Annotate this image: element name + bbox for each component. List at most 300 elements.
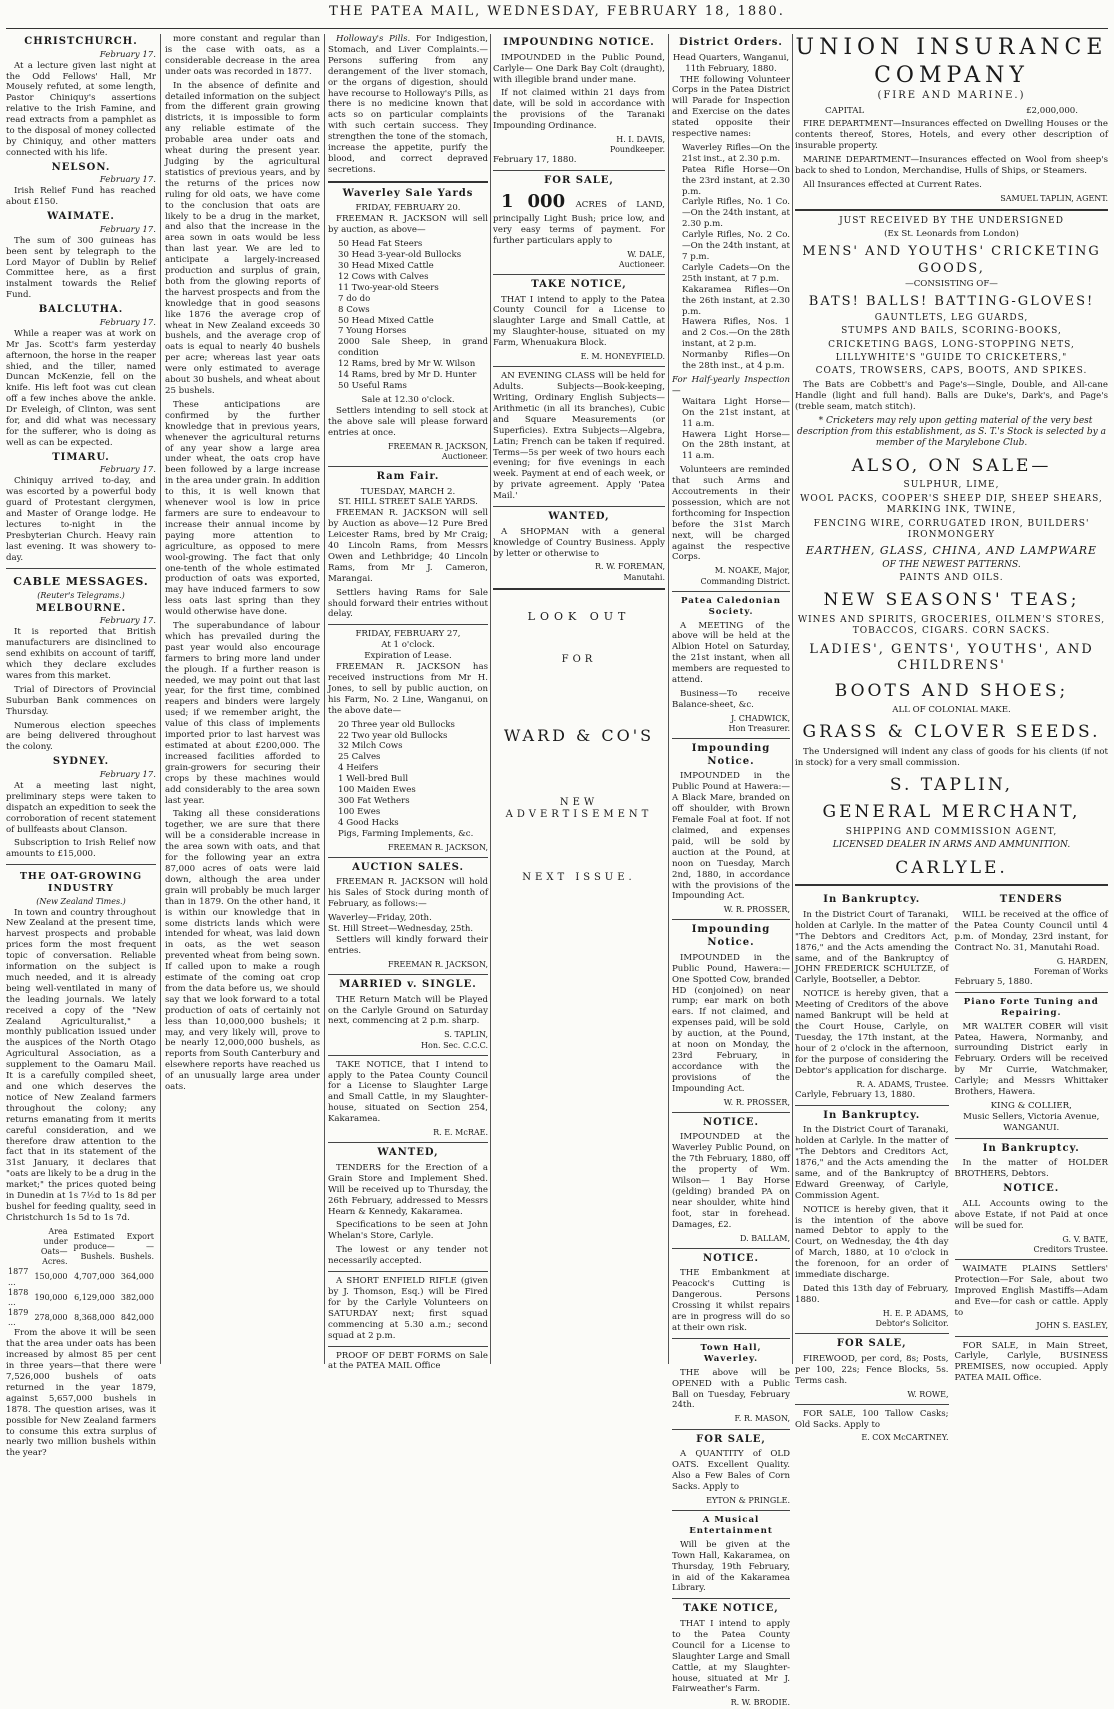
advert-line: CRICKETING BAGS, LONG-STOPPING NETS, <box>828 339 1075 350</box>
advert-subheading: For Half-yearly Inspection— <box>672 374 790 396</box>
advert-heading: NOTICE. <box>702 1116 760 1128</box>
dateline: February 17. <box>99 317 156 328</box>
divider <box>328 466 488 467</box>
advert-text: FIREWOOD, per cord, 8s; Posts, per 100, 22s; Fence Blocks, 5s. Terms cash. <box>795 1353 949 1386</box>
advert-heading: JUST RECEIVED BY THE UNDERSIGNED <box>839 216 1064 227</box>
signature-title: Hon. Sec. C.C.C. <box>421 1040 488 1050</box>
statistics-table <box>6 1227 156 1329</box>
advert-heading: Ram Fair. <box>376 470 440 482</box>
table-header: Estimated produce—Bushels. <box>73 1231 115 1262</box>
advert-text: A SHORT ENFIELD RIFLE (given by J. Thomson, Esq.) will be Fired for by the Carlyle Volunteers on SATURDAY next; first squad commencing at 5.30 a.m.; second squad at 2 p.m. <box>328 1276 488 1341</box>
signature-title: Auctioneer. <box>618 259 665 269</box>
masthead-rule <box>6 28 1108 29</box>
list-item: 7 Young Horses <box>338 326 407 337</box>
signature-title: Music Sellers, Victoria Avenue, <box>963 1111 1100 1122</box>
advert-text: IMPOUNDED in the Public Pound, Carlyle— One Dark Bay Colt (draught), with illegible brand under mane. <box>493 52 665 85</box>
signature-title: Creditors Trustee. <box>1033 1244 1108 1254</box>
divider <box>795 884 1108 886</box>
advert-heading: FOR SALE, <box>544 175 614 187</box>
column-orders <box>672 34 790 1708</box>
advert-text: The Bats are Cobbett's and Page's—Single, Double, and All-cane Handle (light and full hand). Balls are Duke's, Dark's, and Page's (treble seam, match stitch). <box>795 379 1108 412</box>
divider <box>328 974 488 975</box>
list-item: 32 Milch Cows <box>338 741 403 752</box>
advert-text: All Insurances effected at Current Rates. <box>803 180 982 190</box>
advert-text: THAT I intend to apply to the Patea County Council for a License to Slaughter Large and Small Cattle, at my Slaughter-house, situated at Mr J. Fairweather's Farm. <box>672 1619 790 1695</box>
advert-heading: NOTICE. <box>702 1252 760 1264</box>
advert-text: FOR <box>561 653 597 665</box>
news-paragraph: The sum of 300 guineas has been sent by telegraph to the Lord Mayor of Dublin by Relief Committee here, as a first instalment towards the Relief Fund. <box>6 235 156 301</box>
stock-list <box>338 239 488 392</box>
signature: W. R. PROSSER, <box>723 905 790 915</box>
news-paragraph: Trial of Directors of Provincial Suburban Bank commences on Thursday. <box>6 684 156 717</box>
advert-heading: A Musical Entertainment <box>689 1514 773 1536</box>
dateline: February 17. <box>99 49 156 60</box>
advert-text: FOR SALE, in Main Street, Carlyle, Carlyle, BUSINESS PREMISES, now occupied. Apply PATEA MAIL Office. <box>954 1340 1108 1384</box>
list-item: 50 Head Mixed Cattle <box>338 315 434 326</box>
advert-line: WINES AND SPIRITS, GROCERIES, OILMEN'S STORES, TOBACCOS, CIGARS. CORN SACKS. <box>797 614 1106 637</box>
news-paragraph: At a meeting last night, preliminary steps were taken to dispatch an expedition to seek the corroboration of recent statement of bullfeasts about Clanson. <box>6 780 156 835</box>
place-heading: BALCLUTHA. <box>38 304 124 316</box>
divider <box>328 624 488 625</box>
section-heading: CABLE MESSAGES. <box>13 574 149 588</box>
advert-text: Dated this 13th day of February, 1880. <box>795 1283 949 1305</box>
advert-text: IMPOUNDED in the Public Pound at Hawera:— A Black Mare, branded on off shoulder, with Brown Female Foal at foot. If not claimed, and expenses paid, will be sold by auction at the Pound, at noon on Tuesday, March 2nd, 1880, in accordance with the provisions of the Impounding Act. <box>672 771 790 902</box>
divider <box>493 506 665 507</box>
divider <box>672 1248 790 1249</box>
advert-text: In the District Court of Taranaki, holden at Carlyle. In the matter of "The Debtors and Creditors Act, 1876," and the Acts amending the same, and of the Bankruptcy of JOHN FREDERICK SCHULTZE, of Carlyle, Bootseller, a Debtor. <box>795 909 949 986</box>
list-item: Kakaramea Rifles—On the 26th instant, at 2.30 p.m. <box>682 284 790 317</box>
divider <box>672 1598 790 1599</box>
signature-title: Debtor's Solicitor. <box>875 1318 949 1328</box>
divider <box>795 1404 949 1405</box>
column-divider <box>668 34 669 1364</box>
section-heading: THE OAT-GROWING INDUSTRY <box>19 871 143 895</box>
list-item: Waverley Rifles—On the 21st inst., at 2.30 p.m. <box>682 142 790 164</box>
column-news <box>6 34 156 1459</box>
place-heading: SYDNEY. <box>52 756 110 768</box>
divider <box>6 864 156 865</box>
table-cell: 8,368,000 <box>74 1313 115 1323</box>
dateline: February 17. <box>99 224 156 235</box>
list-item: 12 Rams, bred by Mr W. Wilson <box>338 359 476 370</box>
advert-text: THE Return Match will be Played on the Carlyle Ground on Saturday next, commencing at 2 p.m. sharp. <box>328 994 488 1027</box>
list-item: 50 Head Fat Steers <box>338 239 423 250</box>
list-item: Waitara Light Horse—On the 21st instant, at 11 a.m. <box>682 396 790 429</box>
advert-heading: TENDERS <box>999 894 1063 906</box>
signature: M. NOAKE, Major, <box>714 566 790 576</box>
signature: FREEMAN R. JACKSON, <box>387 959 488 969</box>
table-header: Export—Bushels. <box>119 1231 154 1262</box>
advert-heading: Impounding Notice. <box>691 924 771 949</box>
signature: F. R. MASON, <box>734 1414 790 1424</box>
divider <box>328 1055 488 1056</box>
signature-title: Foreman of Works <box>1033 966 1108 976</box>
dateline: February 17. <box>99 616 156 627</box>
column-notices <box>493 34 665 1364</box>
signature: D. BALLAM, <box>739 1233 790 1243</box>
divider <box>795 1105 949 1106</box>
advert-heading: LADIES', GENTS', YOUTHS', AND CHILDRENS' <box>809 641 1094 674</box>
advert-text: TENDERS for the Erection of a Grain Store and Implement Shed. Will be received up to Thursday, the 26th February, addressed to Messrs Hearn & Kennedy, Kakaramea. <box>328 1162 488 1217</box>
advert-heading: S. TAPLIN, <box>889 774 1014 795</box>
advert-heading: NOTICE. <box>1003 1183 1060 1195</box>
advert-text: WAIMATE PLAINS Settlers' Protection—For Sale, about two Improved English Mastiffs—Adam and Eve—for cash or cattle. Apply to <box>954 1263 1108 1318</box>
advert-heading: Impounding Notice. <box>691 743 771 767</box>
advert-heading: Waverley Sale Yards <box>342 187 474 199</box>
list-item: 4 Good Hacks <box>338 817 399 828</box>
advert-text: PROOF OF DEBT FORMS on Sale at the PATEA MAIL Office <box>328 1350 488 1372</box>
list-item: 12 Cows with Calves <box>338 271 429 282</box>
lookout-heading: LOOK OUT <box>527 609 631 623</box>
advert-heading: AUCTION SALES. <box>352 861 464 873</box>
news-paragraph: Subscription to Irish Relief now amounts to £15,000. <box>6 838 156 860</box>
divider <box>955 1138 1109 1139</box>
advert-text: St. Hill Street—Wednesday, 25th. <box>328 924 474 935</box>
divider <box>672 919 790 920</box>
news-paragraph: Taking all these considerations together, we are sure that there will be a considerable increase in the area sown with oats, and that for the following year an extra 87,000 acres of oats were laid down, although the area under grain will probably be much larger than in 1879. On the other hand, it is within our knowledge that in some districts lands which were intended for wheat, was laid down in oats, as the wet season prevented wheat from being sown. If called upon to make a rough estimate of the coming oat crop from the data before us, we should say that we look forward to a total production of oats of certainly not less than 10,000,000 bushels; it may, and very likely will, prove to be nearly 12,000,000 bushels, as reports from South Canterbury and elsewhere reports have reached us of an unusually large area under oats. <box>165 809 321 1093</box>
masthead: THE PATEA MAIL, WEDNESDAY, FEBRUARY 18, 1880. <box>329 4 785 19</box>
place-heading: TIMARU. <box>52 451 110 463</box>
classified-right <box>955 891 1109 1443</box>
advert-body: For Indigestion, Stomach, and Liver Complaints.—Persons suffering from any derangement of the liver stomach, or the organs of digestion, should have recourse to Holloway's Pills, as there is no medicine known that acts so on particular complaints with such certain success. They strengthen the tone of the stomach, increase the appetite, purify the blood, and correct depraved secretions. <box>328 34 488 175</box>
place-heading: MELBOURNE. <box>35 602 127 614</box>
list-item: 50 Useful Rams <box>338 380 407 391</box>
advert-text: Business—To receive Balance-sheet, &c. <box>672 688 790 710</box>
divider <box>955 992 1109 993</box>
advert-text: Volunteers are reminded that such Arms and Accoutrements in their possession, which are not forthcoming for Inspection before the 31st March next, will be charged against the respective Corps. <box>672 465 790 563</box>
advert-text: * Cricketers may rely upon getting material of the very best description from this establishment, as S. T.'s Stock is selected by a member of the Marylebone Club. <box>797 415 1106 449</box>
advert-line: ALL OF COLONIAL MAKE. <box>892 705 1011 716</box>
news-paragraph: These anticipations are confirmed by the further knowledge that in previous years, whenever the agricultural returns of any year show a large area under wheat, the oats crop have been followed by a large increase in the area under grain. In addition to this, it is well known that whenever wool is low in price farmers are sure to endeavour to increase their annual income by paying more attention to agriculture, as opposed to mere wool-growing. The fact that only one-tenth of the whole estimated production of oats was exported, may have induced farmers to sow less oats last spring than they would otherwise have done. <box>165 399 320 618</box>
signature: R. E. McRAE. <box>433 1128 488 1138</box>
news-paragraph: Numerous election speeches are being delivered throughout the colony. <box>6 720 156 753</box>
table-row <box>6 1288 156 1308</box>
advert-heading: IMPOUNDING NOTICE. <box>503 37 655 48</box>
news-paragraph: In town and country throughout New Zealand at the present time, harvest prospects and probable prices form the most frequent topic of conversation. Reliable information on the subject is much needed, and it is already being well-ventilated in many of the leading journals. We lately received a copy of the "New Zealand Agriculturalist," a monthly publication issued under the auspices of the North Otago Agricultural Association, as a supplement to the Oamaru Mail. It is a carefully compiled sheet, and one which deserves the notice of New Zealand farmers throughout the colony; any returns emanating from it merits careful consideration, and we therefore draw attention to the fact that in its statement of the 31st January, it declares that "oats are likely to be a drug in the market;" the prices quoted being in Dunedin at 1s 7½d to 1s 8d per bushel for feeding quality, seed in Christchurch 1s 5d to 1s 7d. <box>6 907 156 1223</box>
advert-body: ACRES of LAND, principally Light Bush; price low, and very easy terms of payment. For further particulars apply to <box>493 199 665 246</box>
column-divider <box>160 34 161 1364</box>
table-cell: 278,000 <box>34 1313 68 1323</box>
advert-heading: TAKE NOTICE, <box>531 278 627 290</box>
advert-date: At 1 o'clock. <box>381 640 435 651</box>
table-cell: 1879 ... <box>8 1308 29 1328</box>
advert-subheading: (Ex St. Leonards from London) <box>884 229 1019 240</box>
advert-date: TUESDAY, MARCH 2. <box>360 486 456 497</box>
advert-heading: Piano Forte Tuning and Repairing. <box>963 996 1099 1018</box>
advert-subheading: Expiration of Lease. <box>364 651 452 662</box>
capital-label: CAPITAL <box>825 105 865 116</box>
advert-heading: Patea Caledonian Society. <box>680 595 781 617</box>
divider <box>493 274 665 275</box>
advert-text: The lowest or any tender not necessarily accepted. <box>328 1245 488 1267</box>
signature: JOHN S. EASLEY, <box>1036 1321 1108 1331</box>
advert-text <box>493 191 665 247</box>
advert-text: The Undersigned will indent any class of goods for his clients (if not in stock) for a very small commission. <box>795 746 1108 768</box>
column-divider <box>324 34 325 1364</box>
place-heading: CHRISTCHURCH. <box>24 36 138 47</box>
signature: R. W. BRODIE. <box>730 1698 790 1708</box>
stock-list <box>338 720 488 840</box>
advert-line: GAUNTLETS, LEG GUARDS, <box>874 312 1029 323</box>
list-item: Pigs, Farming Implements, &c. <box>338 828 474 839</box>
place-heading: NELSON. <box>51 161 111 173</box>
news-paragraph: It is reported that British manufacturers are disinclined to send exhibits on account of tariff, which they declare excludes wares from this market. <box>6 627 156 681</box>
advert-text: FREEMAN R. JACKSON has received instructions from Mr H. Jones, to sell by public auction, on his Farm, No. 2 Line, Wanganui, on the above date— <box>328 662 488 716</box>
table-row <box>6 1308 156 1328</box>
ward-heading: WARD & CO'S <box>503 726 655 746</box>
table-cell: 1877 ... <box>8 1267 29 1287</box>
advert-text: A QUANTITY of OLD OATS. Excellent Quality. Also a Few Bales of Corn Sacks. Apply to <box>672 1449 790 1492</box>
divider <box>6 568 156 569</box>
signature: FREEMAN R. JACKSON, <box>387 842 488 852</box>
list-item: Patea Rifle Horse—On the 23rd instant, at 2.30 p.m. <box>682 164 790 197</box>
advert-text: THE following Volunteer Corps in the Patea District will Parade for Inspection and Exercise on the dates stated opposite their respective names: <box>672 74 790 140</box>
signature: G. HARDEN, <box>1056 956 1108 966</box>
divider <box>672 591 790 592</box>
union-heading: UNION INSURANCE COMPANY <box>795 35 1108 88</box>
signature-title: WANGANUI. <box>1003 1122 1060 1133</box>
advert-line: PAINTS AND OILS. <box>899 572 1004 583</box>
advert-heading: ALSO, ON SALE— <box>851 455 1052 476</box>
advert-text: ALL Accounts owing to the above Estate, if not Paid at once will be sued for. <box>954 1198 1108 1231</box>
divider <box>955 1336 1109 1337</box>
advert-heading: GRASS & CLOVER SEEDS. <box>802 722 1101 743</box>
divider <box>493 170 665 171</box>
table-row <box>6 1267 156 1287</box>
advert-line: LICENSED DEALER IN ARMS AND AMMUNITION. <box>832 840 1071 851</box>
advert-text: FREEMAN R. JACKSON will hold his Sales of Stock during month of February, as follows:— <box>328 877 488 910</box>
signature-title: Hon Treasurer. <box>728 723 790 733</box>
list-item: 30 Head Mixed Cattle <box>338 261 434 271</box>
signature: R. A. ADAMS, Trustee. <box>856 1079 949 1089</box>
table-cell: 842,000 <box>120 1313 154 1323</box>
advert-text: In the District Court of Taranaki, holden at Carlyle. In the matter of "The Debtors and Creditors Act, 1876," and the Acts amending the same, and of the Bankruptcy of Edward Greenway, of Carlyle, Commission Agent. <box>795 1125 949 1201</box>
signature: W. R. PROSSER, <box>723 1097 790 1107</box>
signature: G. V. BATE, <box>1062 1234 1108 1244</box>
news-paragraph: At a lecture given last night at the Odd Fellows' Hall, Mr Mousely refuted, at some length, Pastor Chiniquy's assertions relative to the Irish Famine, and read extracts from a pamphlet as to the disposal of money collected by Chiniquy, and other matters connected with his life. <box>6 60 156 158</box>
table-cell: 1878 ... <box>8 1287 29 1307</box>
news-paragraph: The superabundance of labour which has prevailed during the past year would also encourage farmers to bring more land under the plough. If a further reason is needed, we may point out that last year, for the first time, combined reapers and binders were largely used; if we remember aright, the value of this class of implements imported prior to last harvest was estimated at about £200,000. The increased facilities afforded to grain-growers for securing their crops by these machines would add considerably to the area sown last year. <box>165 621 320 806</box>
advert-date: February 5, 1880. <box>954 976 1033 987</box>
acres-number: 1 000 <box>501 190 566 212</box>
signature: FREEMAN R. JACKSON, <box>387 441 488 451</box>
signature: H. I. DAVIS, <box>616 135 665 145</box>
list-item: 100 Ewes <box>338 806 381 817</box>
table-cell: 6,129,000 <box>74 1292 115 1302</box>
advert-title: Holloway's Pills. <box>336 34 411 44</box>
divider <box>672 738 790 739</box>
parade-list <box>682 397 790 462</box>
list-item: 20 Three year old Bullocks <box>338 719 455 730</box>
list-item: 300 Fat Wethers <box>338 795 410 806</box>
advert-text: Settlers having Rams for Sale should forward their entries without delay. <box>328 587 488 620</box>
advert-line: STUMPS AND BAILS, SCORING-BOOKS, <box>841 326 1062 337</box>
divider <box>672 1338 790 1339</box>
advert-heading: MENS' AND YOUTHS' CRICKETING GOODS, <box>802 244 1101 276</box>
signature: W. DALE, <box>627 249 665 259</box>
divider <box>328 1142 488 1143</box>
advert-heading: Town Hall, Waverley. <box>700 1342 762 1364</box>
advert-text: NOTICE is hereby given, that it is the intention of the above named Debtor to apply to the Court, on Wednesday, the 4th day of March, 1880, at 10 o'clock in the forenoon, for an order of immediate discharge. <box>795 1204 949 1281</box>
table-cell: 364,000 <box>120 1272 154 1282</box>
advert-heading: MARRIED v. SINGLE. <box>339 978 477 990</box>
classified-columns <box>795 891 1108 1443</box>
signature: E. M. HONEYFIELD. <box>580 352 665 362</box>
advert-date: Head Quarters, Wanganui, 11th February, 1880. <box>672 52 790 74</box>
advert-line: OF THE NEWEST PATTERNS. <box>882 559 1021 570</box>
advert-text: FREEMAN R. JACKSON will sell by Auction as above—12 Pure Bred Leicester Rams, bred by Mr Craig; 40 Lincoln Rams, from Messrs Owen and Lethbridge; 40 Lincoln Rams, from Mr J. Cameron, Marangai. <box>328 508 488 584</box>
list-item: 22 Two year old Bullocks <box>338 730 448 741</box>
advert-text: Settlers intending to sell stock at the above sale will please forward entries at once. <box>328 405 488 438</box>
column-divider <box>490 34 491 1364</box>
table-cell: 150,000 <box>34 1272 68 1282</box>
signature: E. COX McCARTNEY. <box>861 1433 949 1443</box>
signature: SAMUEL TAPLIN, AGENT. <box>1000 193 1108 203</box>
signature-title: Auctioneer. <box>441 451 488 461</box>
advert-heading: TAKE NOTICE, <box>683 1603 779 1615</box>
list-item: 25 Calves <box>338 752 381 763</box>
advert-line: FENCING WIRE, CORRUGATED IRON, BUILDERS' IRONMONGERY <box>813 518 1090 541</box>
list-item: Hawera Light Horse—On the 28th instant, at 11 a.m. <box>682 429 790 462</box>
advert-line: WOOL PACKS, COOPER'S SHEEP DIP, SHEEP SHEARS, MARKING INK, TWINE, <box>800 493 1103 516</box>
advert-subheading: —CONSISTING OF— <box>905 279 998 290</box>
advert-heading: In Bankruptcy. <box>982 1142 1080 1154</box>
signature-title: Poundkeeper. <box>610 145 665 155</box>
advert-text: IMPOUNDED at the Waverley Public Pound, on the 7th February, 1880, off the property of Wm. Wilson— 1 Bay Horse (gelding) branded PA on near shoulder, white hind foot, star in forehead. Damages, £2. <box>672 1132 790 1230</box>
table-cell: 4,707,000 <box>74 1272 115 1282</box>
divider <box>672 1510 790 1511</box>
capital-line <box>825 106 1078 117</box>
advert-heading: BATS! BALLS! BATTING-GLOVES! <box>808 294 1095 310</box>
advert-heading: CARLYLE. <box>895 857 1008 878</box>
advert-heading: BOOTS AND SHOES; <box>834 680 1069 701</box>
divider <box>955 1259 1109 1260</box>
advert-text: NEW ADVERTISEMENT <box>505 796 653 821</box>
dateline: February 17. <box>99 769 156 780</box>
signature: KING & COLLIER, <box>990 1100 1072 1111</box>
signature: J. CHADWICK, <box>731 713 790 723</box>
divider <box>672 1429 790 1430</box>
list-item: Carlyle Cadets—On the 25th instant, at 7 p.m. <box>682 262 790 284</box>
list-item: 30 Head 3-year-old Bullocks <box>338 250 462 261</box>
list-item: 8 Cows <box>338 304 370 315</box>
place-heading: WAIMATE. <box>47 211 115 223</box>
divider <box>328 1346 488 1347</box>
advert-line: LILLYWHITE'S "GUIDE TO CRICKETERS," <box>835 353 1068 364</box>
advert-heading: FOR SALE, <box>836 1338 907 1350</box>
list-item: Carlyle Rifles, No. 2 Co.—On the 24th instant, at 7 p.m. <box>682 230 790 262</box>
advert-text: AN EVENING CLASS will be held for Adults. Subjects—Book-keeping, Writing, Ordinary English Subjects—Arithmetic (in all its branches), Cubic and Square Measurements (or Superficies). Extra Subjects—Algebra, Latin; French can be taken if required. Terms—5s per week of two hours each evening; for five evenings in each week. Payment at end of each week, or by private agreement. Apply 'Patea Mail.' <box>493 371 665 502</box>
table-cell: 190,000 <box>34 1292 68 1302</box>
advert-line: SHIPPING AND COMMISSION AGENT, <box>845 826 1058 837</box>
divider <box>328 1271 488 1272</box>
advert-date: February 17, 1880. <box>493 155 577 166</box>
signature: S. TAPLIN, <box>444 1030 488 1040</box>
advert-heading: District Orders. <box>679 37 783 48</box>
news-paragraph: In the absence of definite and detailed information on the subject from the different grain growing districts, it is impossible to form any reliable estimate of the probable area under oats and wheat during the present year. Judging by the agricultural statistics of previous years, and by the returns of the prices now ruling for old oats, we have come to the conclusion that oats are likely to be a drug in the market, and also that the increase in the area sown in oats would be less than last year. We are led to anticipate a largely-increased production and surplus of grain, both from the glowing reports of the harvest prospects and from the knowledge that in good seasons like 1876 the average crop of wheat in New Zealand exceeds 30 bushels, and the average crop of oats is equal to nearly 40 bushels per acre; whereas last year oats were only estimated to average about 30 bushels, and wheat about 25 bushels. <box>165 80 320 396</box>
signature: W. ROWE, <box>907 1389 949 1399</box>
list-item: 100 Maiden Ewes <box>338 785 416 796</box>
advert-text: THE above will be OPENED with a Public Ball on Tuesday, February 24th. <box>672 1367 790 1411</box>
advert-heading: In Bankruptcy. <box>823 1109 921 1121</box>
signature: EYTON & PRINGLE. <box>706 1495 790 1505</box>
advert-text: A SHOPMAN with a general knowledge of Country Business. Apply by letter or otherwise to <box>493 526 665 559</box>
advert-line: COATS, TROWSERS, CAPS, BOOTS, AND SPIKES. <box>815 366 1088 377</box>
advert-line: SULPHUR, LIME, <box>903 480 1000 491</box>
column-divider <box>792 34 793 1364</box>
news-paragraph: Irish Relief Fund has reached about £150. <box>6 186 156 208</box>
advert-text: WILL be received at the office of the Patea County Council until 4 p.m. of Monday, 23rd instant, for Contract No. 31, Manutahi Road. <box>954 909 1108 953</box>
list-item: Carlyle Rifles, No. 1 Co.—On the 24th instant, at 2.30 p.m. <box>682 197 790 230</box>
classified-left <box>795 891 949 1443</box>
dateline: February 17. <box>99 465 156 476</box>
column-editorial <box>165 34 320 1364</box>
list-item: 7 do do <box>338 293 371 304</box>
column-merchant <box>795 34 1108 1443</box>
news-paragraph: Chiniquy arrived to-day, and was escorted by a powerful body guard of Protestant clergymen, and Master of Orange lodge. He lectures to-night in the Presbyterian Church. Heavy rain last evening. It was showery to-day. <box>6 476 156 563</box>
advert-text: In the matter of HOLDER BROTHERS, Debtors. <box>954 1158 1108 1180</box>
advert-heading: FOR SALE, <box>696 1433 766 1445</box>
advert-heading: WANTED, <box>377 1147 439 1159</box>
list-item: Hawera Rifles, Nos. 1 and 2 Cos.—On the 28th instant, at 2 p.m. <box>682 317 790 350</box>
news-paragraph: From the above it will be seen that the area under oats has been increased by almost 85 per cent in three years—that there were 7,526,000 bushels of oats returned in the year 1879, against 5,657,000 bushels in 1878. The question arises, was it possible for New Zealand farmers to consume this extra surplus of nearly two million bushels within the year? <box>6 1328 156 1459</box>
advert-text: THE Embankment at Peacock's Cutting is Dangerous. Persons Crossing it whilst repairs are in progress will do so at their own risk. <box>672 1268 790 1333</box>
news-paragraph: While a reaper was at work on Mr Jas. Scott's farm yesterday afternoon, the horse in the reaper shied, and the tiller, named Duncan McKenzie, fell on the knife. His left foot was cut clean off a few inches above the ankle. Dr Eveleigh, of Clinton, was sent for, and did what was necessary for the sufferer, who is doing as well as can be expected. <box>6 328 156 448</box>
list-item: 14 Rams, bred by Mr D. Hunter <box>338 370 477 381</box>
divider <box>328 181 488 183</box>
advert-subheading: ST. HILL STREET SALE YARDS. <box>338 497 478 508</box>
advert-text: NOTICE is hereby given, that a Meeting of Creditors of the above named Bankrupt will be held at the Court House, Carlyle, on Tuesday, the 17th instant, at the hour of 2 o'clock in the afternoon, for the purpose of considering the Debtor's application for discharge. <box>795 989 949 1076</box>
list-item: 1 Well-bred Bull <box>338 774 409 785</box>
advert-heading: FRIDAY, FEBRUARY 27, <box>355 629 461 640</box>
section-subheading: (New Zealand Times.) <box>36 897 126 907</box>
advert-text: NEXT ISSUE. <box>522 872 636 884</box>
divider <box>795 1333 949 1334</box>
news-paragraph: more constant and regular than is the case with oats, as a considerable decrease in the area under oats was recorded in 1877. <box>165 34 320 77</box>
union-subheading: (FIRE AND MARINE.) <box>877 89 1026 101</box>
advert-text: FIRE DEPARTMENT—Insurances effected on Dwelling Houses or the contents thereof, Stores, Hotels, and every other description of insurable property. <box>795 119 1108 152</box>
advert-heading: WANTED, <box>548 511 610 523</box>
advert-text <box>328 34 488 176</box>
table-header-row <box>6 1227 156 1268</box>
advert-text: FOR SALE, 100 Tallow Casks; Old Sacks. Apply to <box>795 1408 949 1430</box>
advert-text: TAKE NOTICE, that I intend to apply to the Patea County Council for a License to Slaughter Large and Small Cattle, in my Slaughter-house, situated on Section 254, Kakaramea. <box>328 1059 488 1125</box>
list-item: 4 Heifers <box>338 763 379 774</box>
divider <box>493 366 665 367</box>
advert-text: If not claimed within 21 days from date, will be sold in accordance with the provisions of the Taranaki Impounding Ordinance. <box>493 88 665 132</box>
advert-text: MARINE DEPARTMENT—Insurances effected on Wool from sheep's back to shed to London, Merchandise, Hulls of Ships, or Steamers. <box>795 155 1108 177</box>
advert-heading: In Bankruptcy. <box>823 894 921 906</box>
table-header: Area under Oats—Acres. <box>40 1226 68 1267</box>
advert-text: THAT I intend to apply to the Patea County Council for a License to slaughter Large and Small Cattle, at my Slaughter-house, situated on my Farm, Whenuakura Block. <box>493 294 665 349</box>
advert-text: A MEETING of the above will be held at the Albion Hotel on Saturday, the 21st instant, when all members are requested to attend. <box>672 620 790 686</box>
section-subheading: (Reuter's Telegrams.) <box>37 590 125 600</box>
list-item: 11 Two-year-old Steers <box>338 282 439 293</box>
advert-text: Waverley—Friday, 20th. <box>328 913 432 924</box>
advert-heading: NEW SEASONS' TEAS; <box>823 590 1080 611</box>
signature-title: Manutahi. <box>623 572 665 582</box>
advert-line: EARTHEN, GLASS, CHINA, AND LAMPWARE <box>805 543 1098 557</box>
advert-text: Specifications to be seen at John Whelan's Store, Carlyle. <box>328 1220 488 1242</box>
advert-text: MR WALTER COBER will visit Patea, Hawera, Normanby, and surrounding District early in February. Orders will be received by Mr Currie, Watchmaker, Carlyle; and Messrs Whittaker Brothers, Hawera. <box>954 1021 1108 1098</box>
capital-value: £2,000,000. <box>1026 105 1078 116</box>
parade-list <box>682 143 790 372</box>
signature: R. W. FOREMAN, <box>595 562 665 572</box>
dateline: February 17. <box>99 175 156 186</box>
advert-text: FREEMAN R. JACKSON will sell by auction, as above— <box>328 214 488 236</box>
advert-date: Carlyle, February 13, 1880. <box>795 1089 916 1100</box>
list-item: Normanby Rifles—On the 28th inst., at 4 p.m. <box>682 350 790 372</box>
